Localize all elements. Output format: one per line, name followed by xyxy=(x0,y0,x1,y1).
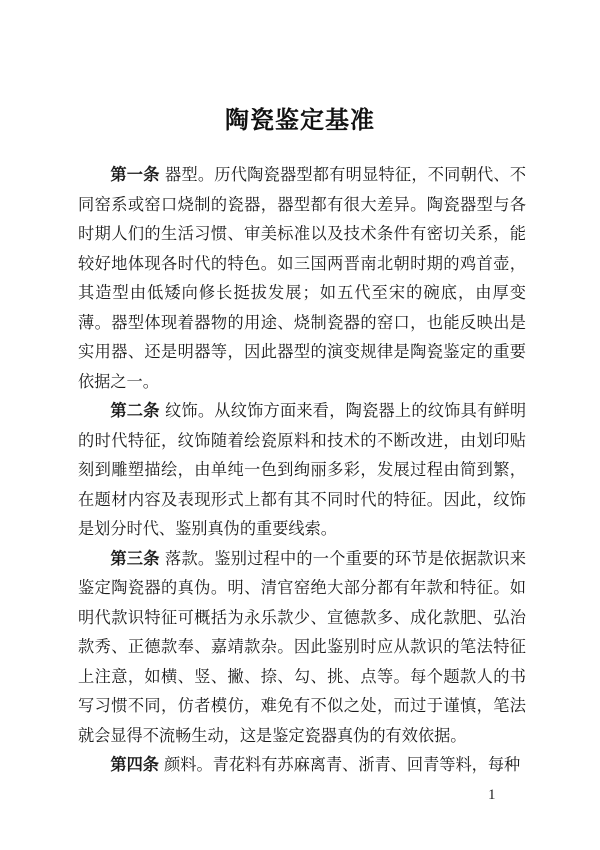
article-text: 器型。历代陶瓷器型都有明显特征，不同朝代、不同窑系或窑口烧制的瓷器，器型都有很大差异。陶瓷器型与各时期人们的生活习惯、审美标准以及技术条件有密切关系，能较好地体现各时代的特色。如三国两晋南北朝时期的鸡首壶，其造型由低矮向修长挺拔发展；如五代至宋的碗底，由厚变薄。器型体现着器物的用途、烧制瓷器的窑口，也能反映出是实用器、还是明器等，因此器型的演变规律是陶瓷鉴定的重要依据之一。 xyxy=(78,165,527,391)
article-paragraph-2 xyxy=(78,396,526,544)
article-heading: 第二条 xyxy=(110,401,160,420)
page-number: 1 xyxy=(488,787,496,803)
article-text: 纹饰。从纹饰方面来看，陶瓷器上的纹饰具有鲜明的时代特征，纹饰随着绘瓷原料和技术的不断改进，由划印贴刻到雕塑描绘，由单纯一色到绚丽多彩，发展过程由简到繁，在题材内容及表现形式上都有其不同时代的特征。因此，纹饰是划分时代、鉴别真伪的重要线索。 xyxy=(78,401,527,538)
article-heading: 第一条 xyxy=(110,165,160,184)
article-heading: 第四条 xyxy=(110,755,159,774)
page-title: 陶瓷鉴定基准 xyxy=(225,105,375,134)
document-body xyxy=(78,160,526,780)
article-paragraph-1 xyxy=(78,160,526,396)
article-heading: 第三条 xyxy=(110,548,160,568)
article-paragraph-3 xyxy=(78,544,526,751)
article-text: 落款。鉴别过程中的一个重要的环节是依据款识来鉴定陶瓷器的真伪。明、清官窑绝大部分都有年款和特征。如明代款识特征可概括为永乐款少、宣德款多、成化款肥、弘治款秀、正德款奉、嘉靖款杂。因此鉴别时应从款识的笔法特征上注意，如横、竖、撇、捺、勾、挑、点等。每个题款人的书写习惯不同，仿者模仿，难免有不似之处，而过于谨慎，笔法就会显得不流畅生动，这是鉴定瓷器真伪的有效依据。 xyxy=(78,548,527,745)
article-paragraph-4 xyxy=(78,750,526,780)
article-text: 颜料。青花料有苏麻离青、浙青、回青等料，每种 xyxy=(164,755,521,774)
